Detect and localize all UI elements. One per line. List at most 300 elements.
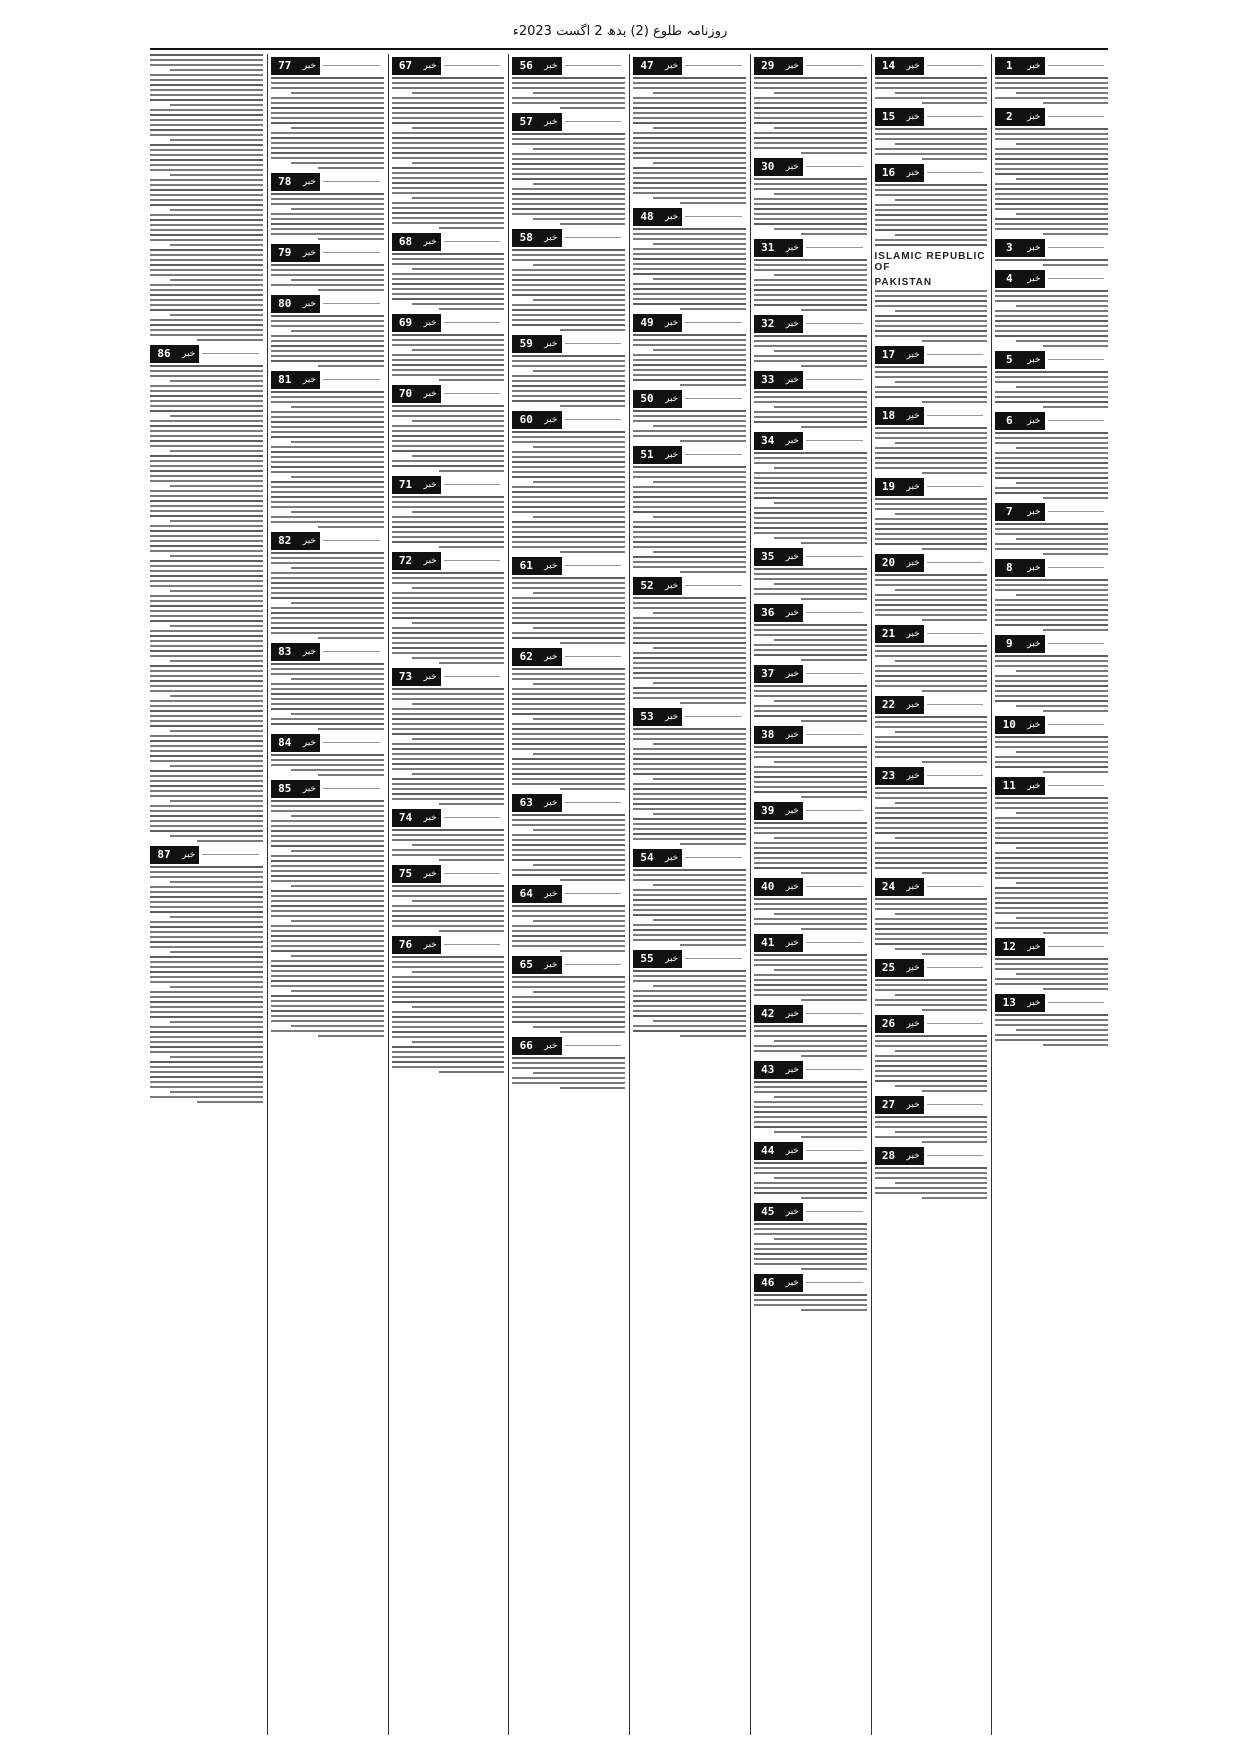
text-line (875, 797, 988, 799)
badge-rule (1048, 511, 1105, 512)
text-line (150, 891, 263, 893)
news-number: 33 (754, 371, 782, 389)
news-number: 76 (392, 936, 420, 954)
text-line (512, 743, 625, 745)
text-line (754, 178, 867, 180)
badge-rule (444, 484, 501, 485)
badge-rule (444, 322, 501, 323)
news-item (995, 269, 1108, 347)
news-number: 17 (875, 346, 903, 364)
news-number-badge (754, 238, 867, 257)
text-line (633, 521, 746, 523)
text-line (754, 482, 867, 484)
news-item (995, 350, 1108, 408)
badge-rule (323, 303, 380, 304)
text-line (392, 905, 505, 907)
news-number-badge (512, 884, 625, 903)
news-number: 68 (392, 233, 420, 251)
text-line (922, 1009, 987, 1011)
text-line (150, 926, 263, 928)
news-tag: خبر (420, 668, 441, 686)
text-line (512, 905, 625, 907)
text-line (150, 820, 263, 822)
text-line (754, 1223, 867, 1225)
text-line (271, 345, 384, 347)
text-line (271, 147, 384, 149)
text-line (995, 290, 1108, 292)
text-line (150, 64, 263, 66)
news-body-text (995, 523, 1108, 555)
news-body-text (633, 77, 746, 204)
news-number-badge (875, 163, 988, 182)
text-line (150, 981, 263, 983)
news-body-text (754, 1294, 867, 1311)
text-line (995, 315, 1108, 317)
news-body-text (392, 572, 505, 664)
text-line (412, 622, 504, 624)
text-line (875, 574, 988, 576)
text-line (680, 843, 745, 845)
text-line (291, 769, 383, 771)
news-number: 26 (875, 1015, 903, 1033)
text-line (754, 822, 867, 824)
text-line (633, 82, 746, 84)
news-number: 72 (392, 552, 420, 570)
text-line (150, 405, 263, 407)
news-tag: خبر (420, 233, 441, 251)
text-line (875, 330, 988, 332)
text-line (150, 500, 263, 502)
text-line (271, 830, 384, 832)
news-number-badge (754, 431, 867, 450)
text-line (512, 708, 625, 710)
text-line (150, 264, 263, 266)
text-line (271, 840, 384, 842)
news-body-text (995, 77, 1108, 104)
text-line (271, 865, 384, 867)
text-line (754, 1050, 867, 1052)
text-line (271, 218, 384, 220)
text-line (512, 133, 625, 135)
text-line (150, 179, 263, 181)
text-line (801, 720, 866, 722)
text-line (150, 420, 263, 422)
text-line (512, 1082, 625, 1084)
news-body-text (512, 668, 625, 790)
text-line (633, 602, 746, 604)
text-line (271, 274, 384, 276)
text-line (170, 209, 262, 211)
news-body-text (995, 655, 1108, 712)
text-line (150, 219, 263, 221)
news-item (754, 370, 867, 428)
text-line (271, 622, 384, 624)
text-line (170, 174, 262, 176)
text-line (392, 956, 505, 958)
text-line (512, 617, 625, 619)
text-line (875, 376, 988, 378)
text-line (392, 582, 505, 584)
text-line (560, 1031, 625, 1033)
text-line (875, 1126, 988, 1128)
text-line (995, 467, 1108, 469)
text-line (150, 790, 263, 792)
text-line (412, 420, 504, 422)
text-line (392, 788, 505, 790)
text-line (653, 612, 745, 614)
news-number-badge (995, 993, 1108, 1012)
text-line (170, 800, 262, 802)
text-line (392, 359, 505, 361)
news-tag: خبر (782, 1005, 803, 1023)
news-item (995, 776, 1108, 934)
text-line (560, 642, 625, 644)
news-tag: خبر (661, 390, 682, 408)
text-line (995, 614, 1108, 616)
text-line (512, 87, 625, 89)
text-line (150, 795, 263, 797)
text-line (150, 99, 263, 101)
text-line (653, 127, 745, 129)
text-line (271, 77, 384, 79)
text-line (875, 1172, 988, 1174)
text-line (774, 969, 866, 971)
text-line (995, 223, 1108, 225)
text-line (1016, 973, 1108, 975)
text-line (633, 1025, 746, 1027)
text-line (512, 940, 625, 942)
text-line (150, 94, 263, 96)
text-line (271, 446, 384, 448)
news-number: 38 (754, 726, 782, 744)
text-line (754, 87, 867, 89)
news-tag: خبر (661, 314, 682, 332)
text-line (995, 87, 1108, 89)
news-body-text (754, 898, 867, 930)
text-line (995, 128, 1108, 130)
text-line (392, 222, 505, 224)
text-line (271, 577, 384, 579)
text-line (633, 561, 746, 563)
text-line (512, 203, 625, 205)
text-line (150, 435, 263, 437)
text-line (875, 508, 988, 510)
text-line (150, 169, 263, 171)
text-line (922, 690, 987, 692)
text-line (653, 92, 745, 94)
text-line (439, 227, 504, 229)
text-line (170, 730, 262, 732)
text-line (754, 1091, 867, 1093)
news-body-text (995, 958, 1108, 990)
text-line (633, 147, 746, 149)
text-line (754, 360, 867, 362)
text-line (512, 173, 625, 175)
news-number-badge (754, 1004, 867, 1023)
text-line (512, 935, 625, 937)
badge-rule (927, 354, 984, 355)
news-item (150, 54, 263, 341)
text-line (754, 142, 867, 144)
text-line (875, 579, 988, 581)
badge-rule (565, 893, 622, 894)
text-line (512, 198, 625, 200)
news-tag: خبر (1023, 57, 1044, 75)
text-line (995, 902, 1108, 904)
news-item (392, 808, 505, 861)
news-number-badge (875, 877, 988, 896)
text-line (633, 87, 746, 89)
news-number: 85 (271, 780, 299, 798)
text-line (170, 279, 262, 281)
news-number: 37 (754, 665, 782, 683)
news-tag: خبر (661, 950, 682, 968)
text-line (653, 197, 745, 199)
text-line (1016, 178, 1108, 180)
news-number-badge (512, 955, 625, 974)
text-line (512, 1067, 625, 1069)
text-line (412, 162, 504, 164)
news-tag: خبر (903, 1147, 924, 1165)
text-line (150, 600, 263, 602)
text-line (995, 477, 1108, 479)
text-line (633, 1005, 746, 1007)
text-line (271, 632, 384, 634)
news-number-badge (271, 733, 384, 752)
news-body-text (512, 431, 625, 553)
news-body-text (995, 1014, 1108, 1046)
text-line (995, 872, 1108, 874)
text-line (875, 685, 988, 687)
text-line (995, 168, 1108, 170)
news-body-text (633, 869, 746, 946)
text-line (895, 660, 987, 662)
text-line (150, 720, 263, 722)
text-line (271, 970, 384, 972)
news-number: 55 (633, 950, 661, 968)
text-line (995, 817, 1108, 819)
news-number-badge (512, 647, 625, 666)
news-item (995, 993, 1108, 1046)
news-body-text (512, 577, 625, 644)
news-column-2 (875, 54, 988, 1735)
news-number: 16 (875, 164, 903, 182)
text-line (291, 602, 383, 604)
text-line (754, 1035, 867, 1037)
text-line (291, 511, 383, 513)
text-line (1043, 102, 1108, 104)
badge-rule (323, 788, 380, 789)
text-line (150, 299, 263, 301)
text-line (875, 503, 988, 505)
text-line (633, 187, 746, 189)
text-line (150, 866, 263, 868)
news-number: 4 (995, 270, 1023, 288)
text-line (875, 133, 988, 135)
text-line (512, 632, 625, 634)
news-number-badge (875, 107, 988, 126)
news-item (875, 958, 988, 1011)
text-line (875, 756, 988, 758)
text-line (318, 1035, 383, 1037)
column-divider (388, 54, 389, 1735)
text-line (512, 380, 625, 382)
text-line (271, 855, 384, 857)
text-line (633, 793, 746, 795)
news-tag: خبر (540, 229, 561, 247)
text-line (754, 654, 867, 656)
text-line (150, 149, 263, 151)
text-line (271, 436, 384, 438)
text-line (392, 758, 505, 760)
news-body-text (271, 315, 384, 367)
text-line (754, 97, 867, 99)
news-item (271, 294, 384, 367)
text-line (150, 194, 263, 196)
text-line (633, 768, 746, 770)
news-item (754, 56, 867, 154)
text-line (875, 832, 988, 834)
news-number-badge (995, 269, 1108, 288)
text-line (875, 538, 988, 540)
text-line (512, 531, 625, 533)
text-line (271, 875, 384, 877)
news-tag: خبر (903, 407, 924, 425)
news-body-text (392, 688, 505, 805)
text-line (512, 193, 625, 195)
text-line (533, 864, 625, 866)
text-line (1043, 264, 1108, 266)
text-line (875, 427, 988, 429)
text-line (291, 567, 383, 569)
text-line (633, 182, 746, 184)
news-number: 79 (271, 244, 299, 262)
text-line (1016, 143, 1108, 145)
news-body-text (392, 956, 505, 1073)
text-line (875, 224, 988, 226)
text-line (271, 355, 384, 357)
news-item (271, 531, 384, 639)
text-line (512, 1021, 625, 1023)
text-line (653, 425, 745, 427)
text-line (754, 578, 867, 580)
text-line (392, 642, 505, 644)
text-line (633, 975, 746, 977)
news-number-badge (875, 1014, 988, 1033)
text-line (392, 890, 505, 892)
news-item (392, 56, 505, 229)
news-item (875, 1146, 988, 1199)
text-line (512, 693, 625, 695)
text-line (633, 435, 746, 437)
text-line (875, 822, 988, 824)
text-line (150, 1051, 263, 1053)
text-line (875, 867, 988, 869)
text-line (875, 498, 988, 500)
badge-rule (444, 560, 501, 561)
badge-rule (1048, 643, 1105, 644)
text-line (150, 886, 263, 888)
news-tag: خبر (299, 295, 320, 313)
text-line (271, 592, 384, 594)
text-line (633, 889, 746, 891)
text-line (754, 421, 867, 423)
text-line (995, 153, 1108, 155)
text-line (633, 763, 746, 765)
news-body-text (875, 427, 988, 474)
text-line (392, 82, 505, 84)
badge-rule (444, 873, 501, 874)
text-line (512, 506, 625, 508)
text-line (512, 607, 625, 609)
news-tag: خبر (903, 625, 924, 643)
news-number-badge (271, 779, 384, 798)
text-line (271, 137, 384, 139)
text-line (170, 485, 262, 487)
text-line (291, 1025, 383, 1027)
text-line (150, 650, 263, 652)
text-line (774, 1040, 866, 1042)
text-line (633, 77, 746, 79)
text-line (1043, 771, 1108, 773)
text-line (512, 249, 625, 251)
text-line (633, 430, 746, 432)
text-line (271, 401, 384, 403)
text-line (512, 915, 625, 917)
text-line (271, 693, 384, 695)
news-body-text (995, 259, 1108, 266)
news-tag: خبر (299, 244, 320, 262)
text-line (150, 204, 263, 206)
text-line (271, 269, 384, 271)
text-line (774, 467, 866, 469)
text-line (1043, 406, 1108, 408)
text-line (754, 1187, 867, 1189)
text-line (1016, 482, 1108, 484)
text-line (633, 233, 746, 235)
text-line (150, 645, 263, 647)
text-line (754, 573, 867, 575)
badge-rule (444, 817, 501, 818)
text-line (170, 555, 262, 557)
text-line (512, 97, 625, 99)
text-line (150, 545, 263, 547)
news-number-badge (633, 56, 746, 75)
text-line (150, 74, 263, 76)
text-line (150, 249, 263, 251)
text-line (392, 445, 505, 447)
text-line (875, 933, 988, 935)
news-body-text (512, 249, 625, 331)
news-body-text (271, 552, 384, 639)
news-number: 84 (271, 734, 299, 752)
news-number: 46 (754, 1274, 782, 1292)
text-line (633, 122, 746, 124)
text-line (754, 289, 867, 291)
text-line (754, 593, 867, 595)
text-line (754, 1294, 867, 1296)
text-line (512, 713, 625, 715)
badge-rule (927, 65, 984, 66)
news-item (512, 1036, 625, 1089)
news-body-text (754, 1162, 867, 1199)
text-line (197, 840, 262, 842)
text-line (150, 906, 263, 908)
news-item (392, 551, 505, 664)
text-line (271, 396, 384, 398)
text-line (633, 672, 746, 674)
news-tag: خبر (661, 577, 682, 595)
